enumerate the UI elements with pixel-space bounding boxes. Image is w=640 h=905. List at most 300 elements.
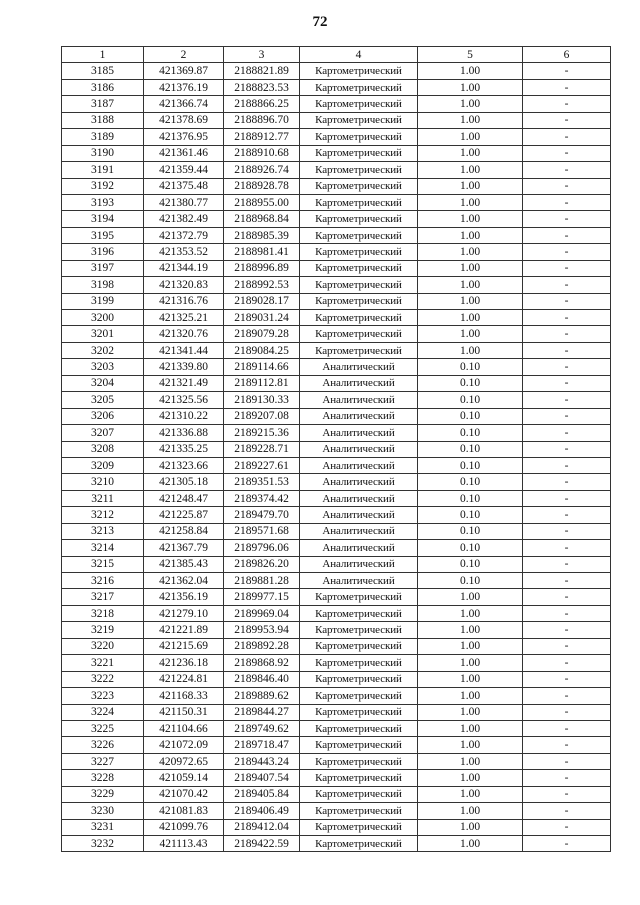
point-number-cell: 3205 — [62, 392, 144, 408]
x-coordinate-cell: 421225.87 — [144, 507, 224, 523]
point-number-cell: 3211 — [62, 490, 144, 506]
y-coordinate-cell: 2188866.25 — [224, 96, 300, 112]
accuracy-cell: 0.10 — [418, 408, 523, 424]
point-number-cell: 3192 — [62, 178, 144, 194]
table-row — [62, 326, 611, 342]
x-coordinate-cell: 421336.88 — [144, 425, 224, 441]
x-coordinate-cell: 421369.87 — [144, 63, 224, 79]
table-row — [62, 655, 611, 671]
y-coordinate-cell: 2189479.70 — [224, 507, 300, 523]
y-coordinate-cell: 2189405.84 — [224, 786, 300, 802]
note-cell: - — [523, 129, 611, 145]
point-number-cell: 3208 — [62, 441, 144, 457]
y-coordinate-cell: 2189079.28 — [224, 326, 300, 342]
note-cell: - — [523, 638, 611, 654]
method-cell: Картометрический — [300, 819, 418, 835]
x-coordinate-cell: 421376.95 — [144, 129, 224, 145]
method-cell: Картометрический — [300, 63, 418, 79]
table-row — [62, 194, 611, 210]
y-coordinate-cell: 2189977.15 — [224, 589, 300, 605]
x-coordinate-cell: 421382.49 — [144, 211, 224, 227]
method-cell: Аналитический — [300, 375, 418, 391]
accuracy-cell: 1.00 — [418, 671, 523, 687]
x-coordinate-cell: 421258.84 — [144, 523, 224, 539]
y-coordinate-cell: 2189114.66 — [224, 359, 300, 375]
accuracy-cell: 0.10 — [418, 507, 523, 523]
point-number-cell: 3186 — [62, 79, 144, 95]
note-cell: - — [523, 162, 611, 178]
method-cell: Картометрический — [300, 671, 418, 687]
accuracy-cell: 1.00 — [418, 162, 523, 178]
accuracy-cell: 1.00 — [418, 342, 523, 358]
accuracy-cell: 0.10 — [418, 540, 523, 556]
table-row — [62, 408, 611, 424]
y-coordinate-cell: 2189351.53 — [224, 474, 300, 490]
accuracy-cell: 1.00 — [418, 145, 523, 161]
y-coordinate-cell: 2188821.89 — [224, 63, 300, 79]
accuracy-cell: 1.00 — [418, 244, 523, 260]
x-coordinate-cell: 421316.76 — [144, 293, 224, 309]
accuracy-cell: 1.00 — [418, 753, 523, 769]
x-coordinate-cell: 421072.09 — [144, 737, 224, 753]
x-coordinate-cell: 421081.83 — [144, 803, 224, 819]
y-coordinate-cell: 2189407.54 — [224, 770, 300, 786]
accuracy-cell: 1.00 — [418, 605, 523, 621]
table-row — [62, 589, 611, 605]
method-cell: Картометрический — [300, 194, 418, 210]
y-coordinate-cell: 2189826.20 — [224, 556, 300, 572]
note-cell: - — [523, 688, 611, 704]
point-number-cell: 3214 — [62, 540, 144, 556]
note-cell: - — [523, 753, 611, 769]
note-cell: - — [523, 803, 611, 819]
table-row — [62, 441, 611, 457]
y-coordinate-cell: 2189422.59 — [224, 836, 300, 852]
method-cell: Картометрический — [300, 836, 418, 852]
method-cell: Аналитический — [300, 359, 418, 375]
x-coordinate-cell: 421375.48 — [144, 178, 224, 194]
x-coordinate-cell: 421305.18 — [144, 474, 224, 490]
page-number: 72 — [312, 14, 328, 30]
note-cell: - — [523, 655, 611, 671]
table-row — [62, 392, 611, 408]
accuracy-cell: 1.00 — [418, 260, 523, 276]
accuracy-cell: 1.00 — [418, 326, 523, 342]
header-row — [62, 47, 611, 63]
method-cell: Картометрический — [300, 786, 418, 802]
point-number-cell: 3207 — [62, 425, 144, 441]
point-number-cell: 3223 — [62, 688, 144, 704]
accuracy-cell: 0.10 — [418, 490, 523, 506]
note-cell: - — [523, 63, 611, 79]
point-number-cell: 3216 — [62, 573, 144, 589]
y-coordinate-cell: 2188992.53 — [224, 277, 300, 293]
method-cell: Аналитический — [300, 490, 418, 506]
point-number-cell: 3227 — [62, 753, 144, 769]
x-coordinate-cell: 421344.19 — [144, 260, 224, 276]
method-cell: Аналитический — [300, 556, 418, 572]
y-coordinate-cell: 2189130.33 — [224, 392, 300, 408]
header-col-2: 2 — [144, 47, 224, 63]
y-coordinate-cell: 2188968.84 — [224, 211, 300, 227]
accuracy-cell: 1.00 — [418, 589, 523, 605]
table-row — [62, 803, 611, 819]
table-row — [62, 605, 611, 621]
header-col-5: 5 — [418, 47, 523, 63]
method-cell: Картометрический — [300, 277, 418, 293]
x-coordinate-cell: 421362.04 — [144, 573, 224, 589]
point-number-cell: 3194 — [62, 211, 144, 227]
point-number-cell: 3185 — [62, 63, 144, 79]
method-cell: Аналитический — [300, 392, 418, 408]
accuracy-cell: 0.10 — [418, 474, 523, 490]
y-coordinate-cell: 2189215.36 — [224, 425, 300, 441]
point-number-cell: 3224 — [62, 704, 144, 720]
point-number-cell: 3218 — [62, 605, 144, 621]
method-cell: Картометрический — [300, 803, 418, 819]
x-coordinate-cell: 421367.79 — [144, 540, 224, 556]
method-cell: Картометрический — [300, 178, 418, 194]
point-number-cell: 3222 — [62, 671, 144, 687]
x-coordinate-cell: 421385.43 — [144, 556, 224, 572]
method-cell: Аналитический — [300, 408, 418, 424]
accuracy-cell: 1.00 — [418, 770, 523, 786]
accuracy-cell: 1.00 — [418, 211, 523, 227]
method-cell: Картометрический — [300, 720, 418, 736]
note-cell: - — [523, 704, 611, 720]
note-cell: - — [523, 786, 611, 802]
x-coordinate-cell: 421248.47 — [144, 490, 224, 506]
accuracy-cell: 1.00 — [418, 655, 523, 671]
x-coordinate-cell: 421320.83 — [144, 277, 224, 293]
x-coordinate-cell: 420972.65 — [144, 753, 224, 769]
x-coordinate-cell: 421099.76 — [144, 819, 224, 835]
table-row — [62, 457, 611, 473]
note-cell: - — [523, 819, 611, 835]
x-coordinate-cell: 421356.19 — [144, 589, 224, 605]
point-number-cell: 3210 — [62, 474, 144, 490]
y-coordinate-cell: 2189228.71 — [224, 441, 300, 457]
header-col-4: 4 — [300, 47, 418, 63]
method-cell: Картометрический — [300, 326, 418, 342]
x-coordinate-cell: 421359.44 — [144, 162, 224, 178]
y-coordinate-cell: 2189969.04 — [224, 605, 300, 621]
note-cell: - — [523, 556, 611, 572]
point-number-cell: 3193 — [62, 194, 144, 210]
note-cell: - — [523, 260, 611, 276]
table-row — [62, 490, 611, 506]
y-coordinate-cell: 2189406.49 — [224, 803, 300, 819]
x-coordinate-cell: 421168.33 — [144, 688, 224, 704]
note-cell: - — [523, 589, 611, 605]
method-cell: Аналитический — [300, 540, 418, 556]
point-number-cell: 3221 — [62, 655, 144, 671]
y-coordinate-cell: 2188896.70 — [224, 112, 300, 128]
table-row — [62, 293, 611, 309]
method-cell: Аналитический — [300, 441, 418, 457]
x-coordinate-cell: 421150.31 — [144, 704, 224, 720]
x-coordinate-cell: 421366.74 — [144, 96, 224, 112]
y-coordinate-cell: 2189718.47 — [224, 737, 300, 753]
header-col-1: 1 — [62, 47, 144, 63]
method-cell: Картометрический — [300, 342, 418, 358]
method-cell: Картометрический — [300, 655, 418, 671]
accuracy-cell: 1.00 — [418, 836, 523, 852]
y-coordinate-cell: 2189844.27 — [224, 704, 300, 720]
x-coordinate-cell: 421361.46 — [144, 145, 224, 161]
x-coordinate-cell: 421215.69 — [144, 638, 224, 654]
point-number-cell: 3231 — [62, 819, 144, 835]
accuracy-cell: 0.10 — [418, 441, 523, 457]
y-coordinate-cell: 2189889.62 — [224, 688, 300, 704]
method-cell: Картометрический — [300, 737, 418, 753]
x-coordinate-cell: 421310.22 — [144, 408, 224, 424]
y-coordinate-cell: 2189028.17 — [224, 293, 300, 309]
coordinates-table — [61, 46, 611, 852]
table-row — [62, 720, 611, 736]
method-cell: Картометрический — [300, 96, 418, 112]
x-coordinate-cell: 421279.10 — [144, 605, 224, 621]
table-row — [62, 342, 611, 358]
note-cell: - — [523, 342, 611, 358]
table-row — [62, 96, 611, 112]
x-coordinate-cell: 421236.18 — [144, 655, 224, 671]
x-coordinate-cell: 421059.14 — [144, 770, 224, 786]
point-number-cell: 3206 — [62, 408, 144, 424]
point-number-cell: 3199 — [62, 293, 144, 309]
method-cell: Картометрический — [300, 622, 418, 638]
y-coordinate-cell: 2188928.78 — [224, 178, 300, 194]
note-cell: - — [523, 211, 611, 227]
accuracy-cell: 1.00 — [418, 737, 523, 753]
table-row — [62, 375, 611, 391]
table-row — [62, 112, 611, 128]
y-coordinate-cell: 2189443.24 — [224, 753, 300, 769]
point-number-cell: 3232 — [62, 836, 144, 852]
method-cell: Картометрический — [300, 293, 418, 309]
y-coordinate-cell: 2189953.94 — [224, 622, 300, 638]
accuracy-cell: 1.00 — [418, 819, 523, 835]
y-coordinate-cell: 2188981.41 — [224, 244, 300, 260]
table-row — [62, 507, 611, 523]
method-cell: Картометрический — [300, 260, 418, 276]
x-coordinate-cell: 421353.52 — [144, 244, 224, 260]
method-cell: Картометрический — [300, 227, 418, 243]
table-row — [62, 737, 611, 753]
accuracy-cell: 0.10 — [418, 375, 523, 391]
point-number-cell: 3189 — [62, 129, 144, 145]
table-row — [62, 227, 611, 243]
accuracy-cell: 0.10 — [418, 359, 523, 375]
note-cell: - — [523, 720, 611, 736]
accuracy-cell: 1.00 — [418, 227, 523, 243]
x-coordinate-cell: 421339.80 — [144, 359, 224, 375]
point-number-cell: 3215 — [62, 556, 144, 572]
y-coordinate-cell: 2188985.39 — [224, 227, 300, 243]
table-row — [62, 688, 611, 704]
table-row — [62, 753, 611, 769]
point-number-cell: 3212 — [62, 507, 144, 523]
note-cell: - — [523, 392, 611, 408]
note-cell: - — [523, 359, 611, 375]
accuracy-cell: 0.10 — [418, 392, 523, 408]
table-row — [62, 638, 611, 654]
point-number-cell: 3196 — [62, 244, 144, 260]
method-cell: Картометрический — [300, 704, 418, 720]
table-body — [62, 63, 611, 852]
point-number-cell: 3187 — [62, 96, 144, 112]
method-cell: Аналитический — [300, 523, 418, 539]
note-cell: - — [523, 178, 611, 194]
note-cell: - — [523, 310, 611, 326]
table-row — [62, 310, 611, 326]
note-cell: - — [523, 96, 611, 112]
y-coordinate-cell: 2188912.77 — [224, 129, 300, 145]
note-cell: - — [523, 474, 611, 490]
y-coordinate-cell: 2189571.68 — [224, 523, 300, 539]
point-number-cell: 3213 — [62, 523, 144, 539]
table-row — [62, 671, 611, 687]
header-col-6: 6 — [523, 47, 611, 63]
note-cell: - — [523, 671, 611, 687]
y-coordinate-cell: 2188823.53 — [224, 79, 300, 95]
table-row — [62, 786, 611, 802]
accuracy-cell: 1.00 — [418, 129, 523, 145]
note-cell: - — [523, 737, 611, 753]
accuracy-cell: 1.00 — [418, 63, 523, 79]
x-coordinate-cell: 421070.42 — [144, 786, 224, 802]
accuracy-cell: 0.10 — [418, 523, 523, 539]
x-coordinate-cell: 421221.89 — [144, 622, 224, 638]
x-coordinate-cell: 421224.81 — [144, 671, 224, 687]
table-row — [62, 556, 611, 572]
note-cell: - — [523, 194, 611, 210]
x-coordinate-cell: 421320.76 — [144, 326, 224, 342]
accuracy-cell: 1.00 — [418, 96, 523, 112]
note-cell: - — [523, 326, 611, 342]
accuracy-cell: 1.00 — [418, 786, 523, 802]
accuracy-cell: 0.10 — [418, 457, 523, 473]
note-cell: - — [523, 145, 611, 161]
note-cell: - — [523, 573, 611, 589]
y-coordinate-cell: 2188910.68 — [224, 145, 300, 161]
note-cell: - — [523, 227, 611, 243]
y-coordinate-cell: 2188996.89 — [224, 260, 300, 276]
y-coordinate-cell: 2189868.92 — [224, 655, 300, 671]
method-cell: Аналитический — [300, 573, 418, 589]
table-row — [62, 704, 611, 720]
table-row — [62, 162, 611, 178]
x-coordinate-cell: 421113.43 — [144, 836, 224, 852]
accuracy-cell: 0.10 — [418, 556, 523, 572]
point-number-cell: 3200 — [62, 310, 144, 326]
note-cell: - — [523, 408, 611, 424]
table-row — [62, 540, 611, 556]
table-row — [62, 63, 611, 79]
x-coordinate-cell: 421104.66 — [144, 720, 224, 736]
note-cell: - — [523, 605, 611, 621]
table-row — [62, 523, 611, 539]
header-col-3: 3 — [224, 47, 300, 63]
method-cell: Картометрический — [300, 112, 418, 128]
method-cell: Картометрический — [300, 638, 418, 654]
note-cell: - — [523, 507, 611, 523]
method-cell: Картометрический — [300, 310, 418, 326]
point-number-cell: 3203 — [62, 359, 144, 375]
point-number-cell: 3225 — [62, 720, 144, 736]
method-cell: Аналитический — [300, 507, 418, 523]
method-cell: Картометрический — [300, 605, 418, 621]
note-cell: - — [523, 770, 611, 786]
x-coordinate-cell: 421376.19 — [144, 79, 224, 95]
table-row — [62, 425, 611, 441]
x-coordinate-cell: 421335.25 — [144, 441, 224, 457]
x-coordinate-cell: 421372.79 — [144, 227, 224, 243]
x-coordinate-cell: 421325.56 — [144, 392, 224, 408]
y-coordinate-cell: 2189227.61 — [224, 457, 300, 473]
note-cell: - — [523, 836, 611, 852]
point-number-cell: 3229 — [62, 786, 144, 802]
y-coordinate-cell: 2188955.00 — [224, 194, 300, 210]
point-number-cell: 3201 — [62, 326, 144, 342]
method-cell: Аналитический — [300, 457, 418, 473]
table-row — [62, 359, 611, 375]
table-row — [62, 474, 611, 490]
y-coordinate-cell: 2188926.74 — [224, 162, 300, 178]
note-cell: - — [523, 112, 611, 128]
table-row — [62, 277, 611, 293]
method-cell: Картометрический — [300, 770, 418, 786]
accuracy-cell: 0.10 — [418, 573, 523, 589]
point-number-cell: 3226 — [62, 737, 144, 753]
y-coordinate-cell: 2189112.81 — [224, 375, 300, 391]
y-coordinate-cell: 2189084.25 — [224, 342, 300, 358]
x-coordinate-cell: 421321.49 — [144, 375, 224, 391]
method-cell: Картометрический — [300, 244, 418, 260]
y-coordinate-cell: 2189374.42 — [224, 490, 300, 506]
point-number-cell: 3209 — [62, 457, 144, 473]
note-cell: - — [523, 540, 611, 556]
note-cell: - — [523, 277, 611, 293]
note-cell: - — [523, 79, 611, 95]
method-cell: Аналитический — [300, 425, 418, 441]
point-number-cell: 3230 — [62, 803, 144, 819]
note-cell: - — [523, 375, 611, 391]
table-row — [62, 622, 611, 638]
accuracy-cell: 1.00 — [418, 178, 523, 194]
point-number-cell: 3204 — [62, 375, 144, 391]
accuracy-cell: 1.00 — [418, 622, 523, 638]
y-coordinate-cell: 2189031.24 — [224, 310, 300, 326]
y-coordinate-cell: 2189796.06 — [224, 540, 300, 556]
accuracy-cell: 1.00 — [418, 310, 523, 326]
method-cell: Картометрический — [300, 145, 418, 161]
y-coordinate-cell: 2189749.62 — [224, 720, 300, 736]
note-cell: - — [523, 293, 611, 309]
accuracy-cell: 1.00 — [418, 112, 523, 128]
table-row — [62, 260, 611, 276]
x-coordinate-cell: 421380.77 — [144, 194, 224, 210]
point-number-cell: 3191 — [62, 162, 144, 178]
table-row — [62, 244, 611, 260]
point-number-cell: 3219 — [62, 622, 144, 638]
accuracy-cell: 1.00 — [418, 688, 523, 704]
accuracy-cell: 1.00 — [418, 79, 523, 95]
note-cell: - — [523, 441, 611, 457]
accuracy-cell: 1.00 — [418, 803, 523, 819]
y-coordinate-cell: 2189881.28 — [224, 573, 300, 589]
y-coordinate-cell: 2189412.04 — [224, 819, 300, 835]
